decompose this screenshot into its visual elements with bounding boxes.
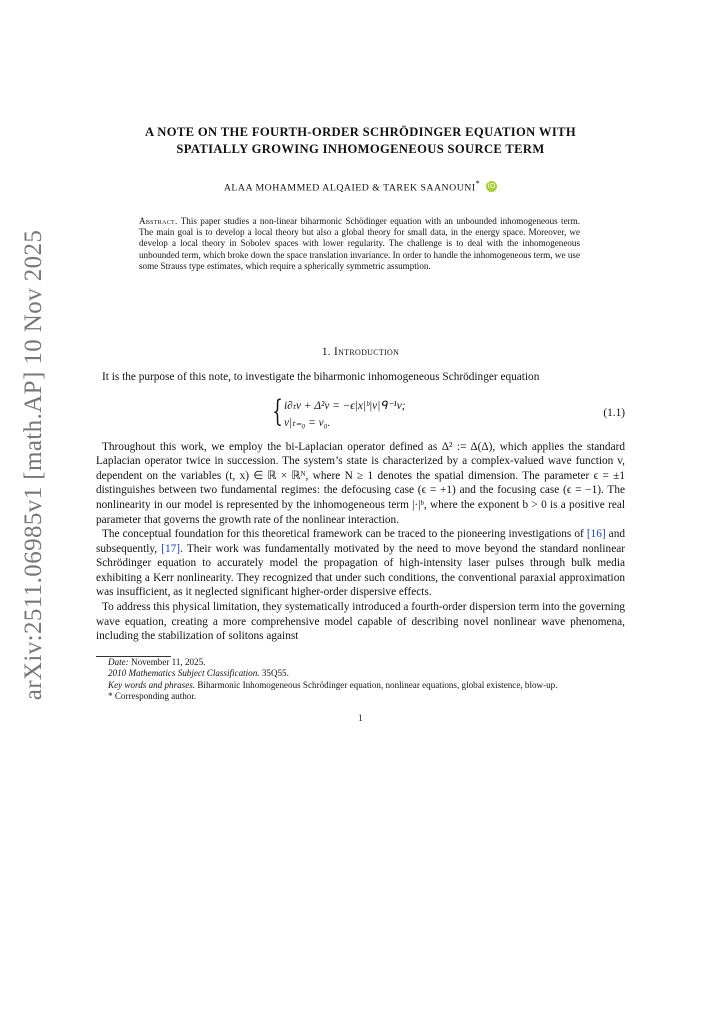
- footnote-corresponding: * Corresponding author.: [108, 691, 197, 702]
- footnote-keywords: [96, 680, 625, 691]
- msc-label: 2010 Mathematics Subject Classification.: [108, 668, 260, 679]
- msc-value: 35Q55.: [261, 668, 289, 679]
- keywords-label: Key words and phrases.: [108, 679, 196, 690]
- author-list: [96, 177, 625, 196]
- paper-title: [96, 124, 625, 158]
- page-number: 1: [358, 713, 363, 724]
- arxiv-sidebar-stamp: [4, 229, 64, 701]
- corresponding-star: *: [475, 179, 481, 188]
- abstract-text: This paper studies a non-linear biharmonic Schödinger equation with an unbounded inhomogeneous term. The main goal is to develop a local theory but also a global theory for small data, in the energy space. Moreover, we develop a local theory in Sobolev spaces with lower regularity. The challenge is to deal with the inhomogeneous unbounded term, which broke down the space translation invariance. In order to handle the inhomogeneous term, we use some Strauss type estimates, which require a spherically symmetric assumption.: [139, 215, 580, 272]
- intro-paragraph-4: To address this physical limitation, they systematically introduced a fourth-order dispersion term into the governing wave equation, creating a more comprehensive model capable of describing novel nonlinear wave phenomena, including the stabilization of solitons against: [96, 601, 625, 643]
- keywords-value: Biharmonic Inhomogeneous Schrödinger equation, nonlinear equations, global existence, blow-up.: [197, 679, 558, 690]
- equation-lines: [284, 398, 406, 432]
- citation-17-link[interactable]: [17]: [161, 542, 181, 555]
- equation-line-2: v|ₜ₌₀ = v₀.: [284, 416, 331, 429]
- equation-number: (1.1): [603, 406, 625, 419]
- equation-1-1: [96, 393, 625, 436]
- date-label: Date:: [108, 656, 129, 667]
- section-title: Introduction: [334, 346, 400, 359]
- orcid-icon[interactable]: iD: [487, 182, 496, 191]
- citation-16-link[interactable]: [16]: [586, 528, 606, 541]
- abstract: [139, 216, 580, 272]
- intro-paragraph-2: Throughout this work, we employ the bi-Laplacian operator defined as Δ² := Δ(Δ), which applies the standard Laplacian operator twice in succession. The system’s state is characterized by a complex-valued wave function v, dependent on the variables (t, x) ∈ ℝ × ℝᴺ, where N ≥ 1 denotes the spatial dimension. The parameter ϵ = ±1 distinguishes between two fundamental regimes: the defocusing case (ϵ = +1) and the focusing case (ϵ = −1). The nonlinearity in our model is represented by the inhomogeneous term |·|ᵇ, where the exponent b > 0 is a positive real parameter that governs the growth rate of the nonlinear interaction.: [96, 440, 625, 526]
- arxiv-id: arXiv:2511.06985v1 [math.AP] 10 Nov 2025: [20, 229, 47, 701]
- abstract-label: Abstract.: [139, 215, 178, 226]
- intro-paragraph-1: It is the purpose of this note, to investigate the biharmonic inhomogeneous Schrödinger equation: [102, 370, 540, 383]
- p3-part-b: and subsequently,: [96, 528, 625, 555]
- paper-page: [96, 120, 625, 726]
- section-heading-introduction: [96, 345, 625, 360]
- p3-part-c: . Their work was fundamentally motivated by the need to move beyond the standard nonlinear Schrödinger equation to accurately model the propagation of high-intensity laser pulses through bulk media exhibiting a Kerr nonlinearity. They recognized that under such conditions, the conventional paraxial approximation was insufficient, as it neglected significant higher-order dispersive effects.: [96, 542, 625, 599]
- footnote-msc: [96, 668, 625, 679]
- intro-paragraph-3: [96, 527, 625, 600]
- date-value: November 11, 2025.: [131, 656, 206, 667]
- left-brace: {: [272, 393, 283, 429]
- p3-part-a: The conceptual foundation for this theoretical framework can be traced to the pioneering investigations of: [102, 528, 587, 541]
- equation-line-1: i∂ₜv + Δ²v = −ϵ|x|ᵇ|v|ᑫ⁻¹v;: [284, 399, 406, 412]
- author-names: ALAA MOHAMMED ALQAIED & TAREK SAANOUNI: [223, 182, 476, 194]
- section-number: 1.: [321, 346, 331, 359]
- footnote-date: [96, 657, 625, 668]
- title-line-1: A NOTE ON THE FOURTH-ORDER SCHRÖDINGER EQUATION WITH: [145, 125, 576, 139]
- title-line-2: SPATIALLY GROWING INHOMOGENEOUS SOURCE TERM: [176, 142, 545, 156]
